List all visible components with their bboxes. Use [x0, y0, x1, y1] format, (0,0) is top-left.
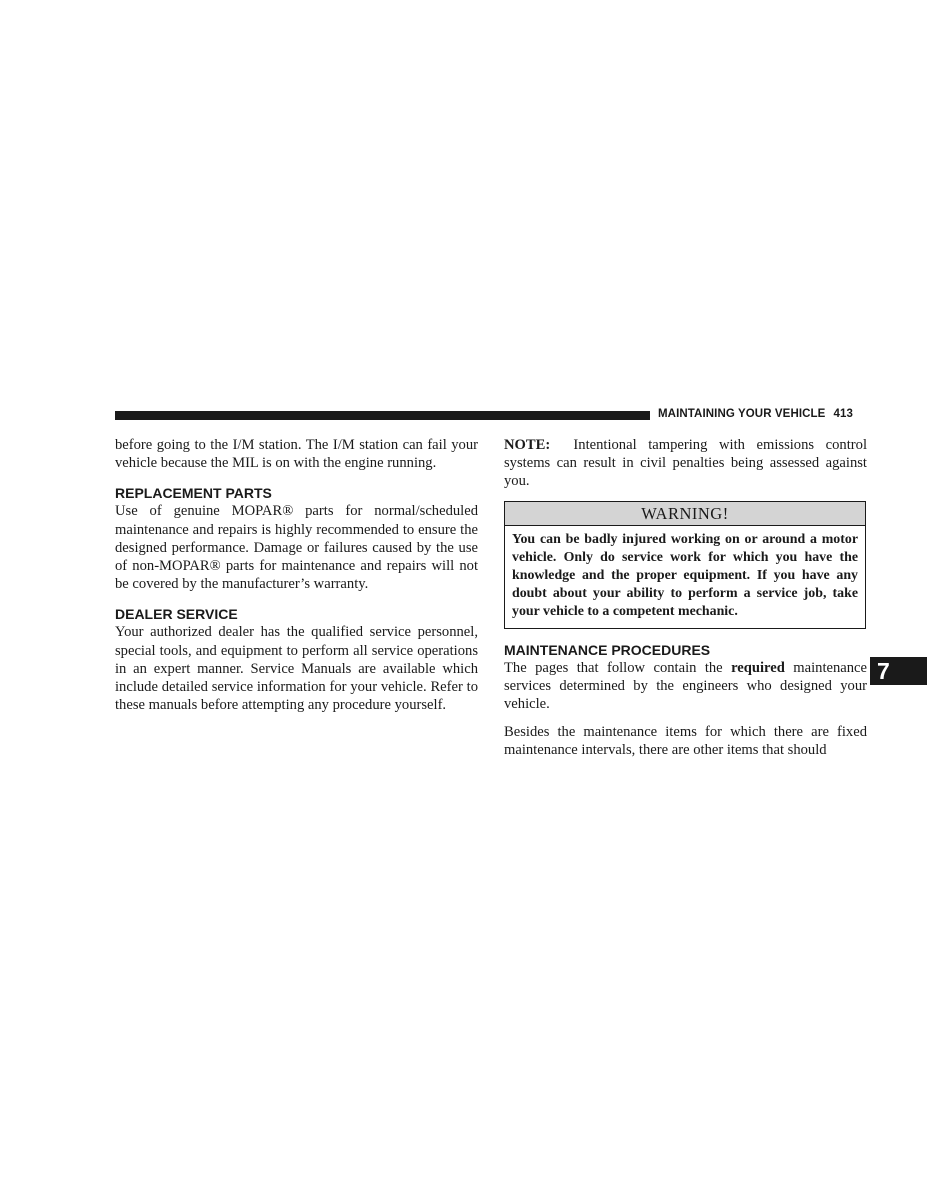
- warning-box: [504, 501, 866, 629]
- maintenance-second-paragraph: Besides the maintenance items for which there are fixed maintenance intervals, there are other items that should: [504, 724, 867, 759]
- running-header: [658, 408, 868, 420]
- body-text: The pages that follow contain the: [504, 659, 723, 676]
- left-column: [115, 436, 478, 714]
- warning-body: You can be badly injured working on or around a motor vehicle. Only do service work for which you have the knowledge and the proper equipment. If you have any doubt about your ability to perform a service job, take your vehicle to a competent mechanic.: [512, 531, 858, 620]
- maintenance-procedures-body: [504, 659, 867, 714]
- note-text: Intentional tampering with emissions control systems can result in civil penalties being assessed against you.: [504, 437, 867, 490]
- note-label: NOTE:: [504, 437, 551, 453]
- section-title: MAINTAINING YOUR VEHICLE: [658, 408, 826, 420]
- chapter-tab: [870, 657, 927, 685]
- warning-title: WARNING!: [505, 502, 865, 526]
- replacement-parts-body: Use of genuine MOPAR® parts for normal/scheduled maintenance and repairs is highly recommended to ensure the designed performance. Damage or failures caused by the use of non-MOPAR® parts for maintenance and repairs will not be covered by the manufacturer’s warranty.: [115, 503, 478, 593]
- replacement-parts-heading: REPLACEMENT PARTS: [115, 485, 272, 502]
- body-text: maintenance services determined by the engineers who designed your vehicle.: [504, 659, 868, 713]
- note-paragraph: [504, 436, 867, 491]
- maintenance-procedures-heading: MAINTENANCE PROCEDURES: [504, 641, 711, 658]
- chapter-number: 7: [877, 658, 890, 684]
- dealer-service-body: Your authorized dealer has the qualified service personnel, special tools, and equipment to perform all service operations in an expert manner. Service Manuals are available which include detailed service information for your vehicle. Refer to these manuals before attempting any procedure yourself.: [115, 624, 478, 714]
- required-emphasis: required: [731, 659, 785, 676]
- intro-paragraph: before going to the I/M station. The I/M station can fail your vehicle because the MIL is on with the engine running.: [115, 437, 478, 472]
- header-rule: [115, 411, 650, 420]
- page-number: 413: [833, 408, 853, 420]
- dealer-service-heading: DEALER SERVICE: [115, 606, 238, 623]
- right-column: [504, 436, 867, 760]
